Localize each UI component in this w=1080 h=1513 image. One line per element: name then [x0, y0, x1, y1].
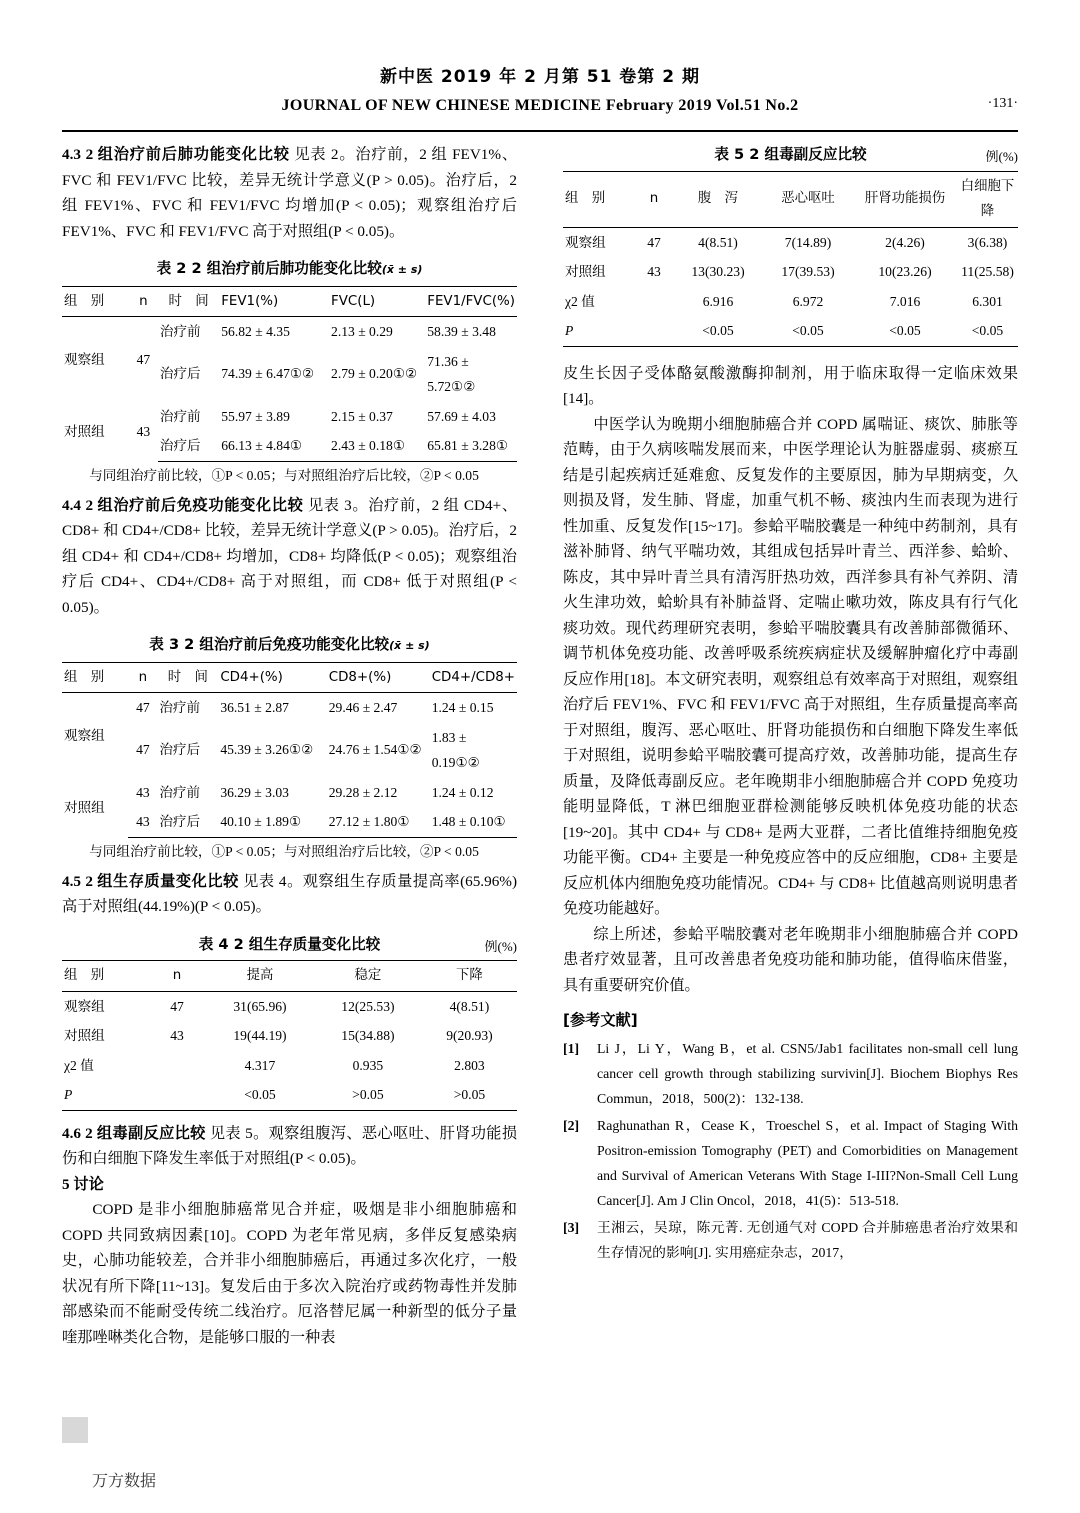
- section-4-5-ref: 见表 4。: [243, 872, 303, 890]
- th-leukopenia: 白细胞下降: [957, 171, 1018, 227]
- cell-cd4: 40.10 ± 1.89①: [218, 807, 326, 837]
- th-time: 时 间: [158, 286, 219, 317]
- table-3: [62, 662, 517, 838]
- page-number: ·131·: [987, 96, 1018, 111]
- reference-item: [563, 1113, 1018, 1213]
- cell-chi2-label: χ2 值: [64, 1057, 94, 1073]
- table-4-wrapper: [62, 932, 517, 1111]
- cell-nausea: 6.972: [792, 293, 824, 309]
- table-2-note: 与同组治疗前比较，①P < 0.05；与对照组治疗后比较，②P < 0.05: [89, 467, 479, 483]
- section-4-4-title: 4.4 2 组治疗前后免疫功能变化比较: [62, 496, 304, 514]
- cell-group: 观察组: [565, 234, 606, 250]
- cell-stable: 12(25.53): [341, 998, 395, 1014]
- cell-leukopenia: 11(25.58): [961, 264, 1014, 279]
- section-4-5-title: 4.5 2 组生存质量变化比较: [62, 872, 239, 890]
- cell-leukopenia: 6.301: [972, 293, 1003, 309]
- cell-diarrhea: 6.916: [702, 293, 734, 309]
- cell-improved: 4.317: [244, 1057, 276, 1073]
- right-paragraph-2: 中医学认为晚期小细胞肺癌合并 COPD 属喘证、痰饮、肺胀等范畴，由于久病咳喘发展而来，中医学理论认为脏器虚弱、痰瘀互结是引起疾病迁延难愈、反复发作的主要原因，肺为早期病变，久则损及肾，发生肺、肾虚，加重气机不畅、痰浊内生而表现为进行性加重、反复发作[15~17]。参蛤平喘胶囊是一种纯中药制剂，具有滋补肺肾、纳气平喘功效，其组成包括异叶青兰、西洋参、蛤蚧、陈皮，其中异叶青兰具有清泻肝热功效，西洋参具有补气养阴、清火生津功效，蛤蚧具有补肺益肾、定喘止嗽功效，陈皮具有行气化痰功效。现代药理研究表明，参蛤平喘胶囊具有改善肺部微循环、调节机体免疫功能、改善呼吸系统疾病症状及缓解肿瘤化疗中毒副反应作用[18]。本文研究表明，观察组总有效率高于对照组，观察组治疗后 FEV1%、FVC 和 FEV1/FVC 高于对照组，生存质量提高率高于对照组，腹泻、恶心呕吐、肝肾功能损伤和白细胞下降发生率低于对照组，说明参蛤平喘胶囊可提高疗效，改善肺功能，提高生存质量，及降低毒副反应。老年晚期非小细胞肺癌合并 COPD 免疫功能明显降低，T 淋巴细胞亚群检测能够反映机体免疫功能的状态[19~20]。其中 CD4+ 与 CD8+ 是两大亚群，二者比值维持细胞免疫功能平衡。CD4+ 主要是一种免疫应答中的反应细胞，CD8+ 主要是反应机体内细胞免疫功能情况。CD4+ 与 CD8+ 比值越高则说明患者免疫功能越好。: [563, 415, 1018, 917]
- table-4-header-row: [62, 961, 517, 992]
- cell-cd4cd8: 1.48 ± 0.10①: [430, 807, 517, 837]
- reference-text: Raghunathan R，Cease K，Troeschel S，et al. Impact of Staging With Positron-emission Tomography (PET) and Comorbidities on Management and Survival of American Veterans With Stage I-III?Non-Small Cell Lung Cancer[J]. Am J Clin Oncol，2018，41(5)：513-518.: [597, 1117, 1018, 1208]
- cell-improved: 31(65.96): [233, 998, 287, 1014]
- table-row: [62, 402, 517, 432]
- wanfang-label: 万方数据: [92, 1471, 157, 1490]
- cell-declined: 4(8.51): [449, 998, 490, 1014]
- table-row: [62, 778, 517, 808]
- header-divider: [62, 130, 1018, 132]
- cell-cd8: 29.46 ± 2.47: [328, 700, 398, 715]
- table-3-caption-text: 表 3 2 组治疗前后免疫功能变化比较: [149, 636, 390, 653]
- cell-chi2-label: χ2 值: [565, 293, 595, 309]
- cell-nausea: 7(14.89): [784, 234, 832, 250]
- cell-cd4cd8: 1.83 ± 0.19①②: [431, 729, 480, 770]
- table-row: [62, 693, 517, 723]
- cell-time: 治疗后: [159, 742, 201, 758]
- table-row: [62, 317, 517, 347]
- table-row: [62, 1080, 517, 1110]
- table-2-caption-stat: (x̄ ± s): [381, 263, 423, 276]
- section-4-3-ref: 见表 2。: [294, 146, 356, 163]
- th-cd4: CD4+(%): [218, 662, 326, 693]
- cell-fev1fvc: 71.36 ± 5.72①②: [427, 353, 476, 394]
- table-2: [62, 286, 517, 462]
- reference-text: Li J，Li Y，Wang B，et al. CSN5/Jab1 facilitates non-small cell lung cancer cell growth through stabilizing survivin[J]. Biochem Biophys Res Commun，2018，500(2)：132-138.: [597, 1040, 1018, 1106]
- cell-n: 43: [136, 784, 150, 800]
- right-paragraph-3: 综上所述，参蛤平喘胶囊对老年晚期非小细胞肺癌合并 COPD 患者疗效显著，且可改善患者免疫功能和肺功能，值得临床借鉴，具有重要研究价值。: [563, 925, 1018, 994]
- cell-declined: >0.05: [422, 1080, 517, 1110]
- cell-improved: 19(44.19): [233, 1028, 287, 1043]
- reference-number: [1]: [563, 1040, 580, 1056]
- th-group: 组 别: [62, 286, 129, 317]
- cell-group: 对照组: [64, 423, 105, 439]
- cell-time: 治疗后: [157, 807, 218, 837]
- th-n: n: [148, 961, 206, 992]
- cell-n: [148, 1051, 206, 1081]
- section-4-4-ref: 见表 3。: [307, 496, 369, 514]
- table-5-wrapper: [563, 142, 1018, 347]
- cell-group: 观察组: [64, 727, 105, 743]
- cell-cd8: 24.76 ± 1.54①②: [328, 742, 422, 758]
- right-column: [563, 142, 1018, 1265]
- th-n: n: [128, 662, 157, 693]
- section-4-4: [62, 493, 517, 621]
- table-2-caption: [62, 256, 517, 283]
- cell-cd4cd8: 1.24 ± 0.15: [431, 700, 494, 715]
- th-fev1fvc: FEV1/FVC(%): [425, 286, 517, 317]
- section-5-paragraph: COPD 是非小细胞肺癌常见合并症，吸烟是非小细胞肺癌和 COPD 共同致病因素[10]。COPD 为老年常见病，多伴反复感染病史，心肺功能较差，合并非小细胞肺癌后，再通过多次化疗，一般状况有所下降[11~13]。复发后由于多次入院治疗或药物毒性并发肺部感染而不能耐受传统二线治疗。厄洛替尼属一种新型的低分子量喹那唑啉类化合物，是能够口服的一种表: [62, 1201, 517, 1346]
- cell-cd4cd8: 1.24 ± 0.12: [431, 784, 494, 800]
- table-3-header-row: [62, 662, 517, 693]
- cell-n: 43: [170, 1028, 184, 1043]
- cell-n: 47: [647, 234, 661, 250]
- cell-fvc: 2.43 ± 0.18①: [329, 431, 425, 461]
- cell-liver-kidney: 2(4.26): [885, 234, 925, 250]
- table-3-caption-stat: (x̄ ± s): [389, 639, 430, 652]
- cell-fev1fvc: 65.81 ± 3.28①: [425, 431, 517, 461]
- cell-diarrhea: 4(8.51): [698, 234, 738, 250]
- th-diarrhea: 腹 泻: [673, 171, 763, 227]
- table-row: [62, 1051, 517, 1081]
- table-4-caption: [62, 932, 517, 958]
- cell-stable: >0.05: [314, 1080, 422, 1110]
- cell-group: 对照组: [64, 799, 105, 815]
- cell-liver-kidney: 7.016: [889, 293, 921, 309]
- reference-item: [563, 1036, 1018, 1111]
- table-4-caption-unit: 例(%): [484, 938, 517, 954]
- table-2-caption-text: 表 2 2 组治疗前后肺功能变化比较: [156, 260, 382, 277]
- wanfang-logo-icon: [62, 1417, 88, 1443]
- table-row: [563, 316, 1018, 346]
- section-4-3-body: 治疗前，2 组 FEV1%、FVC 和 FEV1/FVC 比较，差异无统计学意义(P > 0.05)。治疗后，2 组 FEV1%、FVC 和 FEV1/FVC 均增加(P < 0.05)；观察组治疗后 FEV1%、FVC 和 FEV1/FVC 高于对照组(P < 0.05)。: [62, 146, 518, 240]
- section-5-title: 5 讨论: [62, 1175, 104, 1193]
- cell-n: 47: [136, 700, 150, 715]
- table-row: [62, 991, 517, 1021]
- cell-n: [635, 287, 673, 317]
- th-n: n: [635, 171, 673, 227]
- cell-declined: 9(20.93): [446, 1028, 493, 1043]
- section-4-6-body: 观察组腹泻、恶心呕吐、肝肾功能损伤和白细胞下降发生率低于对照组(P < 0.05)。: [62, 1124, 518, 1167]
- cell-cd4: 36.51 ± 2.87: [220, 700, 289, 715]
- cell-fev1: 66.13 ± 4.84①: [219, 431, 329, 461]
- cell-declined: 2.803: [454, 1057, 485, 1073]
- th-nausea: 恶心呕吐: [763, 171, 853, 227]
- page-header: [60, 62, 1020, 115]
- section-4-6-title: 4.6 2 组毒副反应比较: [62, 1124, 206, 1142]
- cell-fev1fvc: 57.69 ± 4.03: [427, 408, 496, 424]
- cell-group: 观察组: [64, 998, 105, 1014]
- cell-group: 观察组: [64, 351, 105, 367]
- journal-title-cn: 新中医 2019 年 2 月第 51 卷第 2 期: [380, 67, 700, 87]
- cell-n: [635, 316, 673, 346]
- th-n: n: [129, 286, 158, 317]
- left-column: [62, 142, 517, 1350]
- cell-diarrhea: 13(30.23): [691, 264, 745, 279]
- cell-time: 治疗后: [158, 431, 219, 461]
- table-row: [62, 723, 517, 778]
- reference-number: [2]: [563, 1117, 580, 1133]
- section-4-4-body: 治疗前，2 组 CD4+、CD8+ 和 CD4+/CD8+ 比较，差异无统计学意义(P > 0.05)。治疗后，2 组 CD4+ 和 CD4+/CD8+ 均增加，CD8+ 均降低(P < 0.05)；观察组治疗后 CD4+、CD4+/CD8+ 高于对照组，而 CD8+ 低于对照组(P < 0.05)。: [62, 496, 518, 616]
- cell-time: 治疗后: [159, 366, 201, 382]
- section-4-6-ref: 见表 5。: [209, 1124, 269, 1142]
- cell-fvc: 2.15 ± 0.37: [331, 408, 393, 424]
- cell-group: 对照组: [565, 264, 606, 279]
- cell-nausea: <0.05: [763, 316, 853, 346]
- cell-time: 治疗前: [159, 324, 201, 339]
- references-heading: [参考文献]: [563, 1011, 638, 1029]
- right-paragraph-1: 皮生长因子受体酪氨酸激酶抑制剂，用于临床取得一定临床效果[14]。: [563, 364, 1018, 407]
- th-stable: 稳定: [314, 961, 422, 992]
- table-3-note: 与同组治疗前比较，①P < 0.05；与对照组治疗后比较，②P < 0.05: [89, 843, 479, 859]
- cell-n: 43: [128, 807, 157, 837]
- table-4-caption-text: 表 4 2 组生存质量变化比较: [198, 935, 381, 953]
- reference-item: [563, 1215, 1018, 1265]
- cell-nausea: 17(39.53): [781, 264, 835, 279]
- table-row: [563, 287, 1018, 317]
- cell-n: 43: [647, 264, 661, 279]
- table-5-caption-unit: 例(%): [985, 149, 1018, 164]
- cell-leukopenia: 3(6.38): [967, 234, 1008, 250]
- cell-n: 47: [136, 351, 151, 367]
- cell-n: 47: [136, 742, 150, 758]
- cell-time: 治疗前: [159, 700, 201, 715]
- table-5-header-row: [563, 171, 1018, 227]
- th-fvc: FVC(L): [329, 286, 425, 317]
- cell-fvc: 2.79 ± 0.20①②: [331, 366, 418, 382]
- table-3-caption: [62, 632, 517, 659]
- cell-fev1fvc: 58.39 ± 3.48: [427, 324, 496, 339]
- cell-time: 治疗前: [159, 784, 201, 800]
- section-4-5-body: 观察组生存质量提高率(65.96%)高于对照组(44.19%)(P < 0.05)。: [62, 872, 518, 915]
- cell-n: 43: [136, 423, 151, 439]
- cell-n: [148, 1080, 206, 1110]
- th-time: 时 间: [157, 662, 218, 693]
- table-5-caption: [563, 142, 1018, 168]
- table-row: [563, 257, 1018, 287]
- table-5: [563, 171, 1018, 347]
- th-cd4cd8: CD4+/CD8+: [430, 662, 517, 693]
- cell-cd4: 45.39 ± 3.26①②: [220, 742, 314, 758]
- cell-n: 47: [170, 998, 184, 1014]
- th-group: 组 别: [563, 171, 635, 227]
- cell-liver-kidney: <0.05: [853, 316, 957, 346]
- table-3-wrapper: [62, 632, 517, 863]
- reference-text: 王湘云，吴琼，陈元菁. 无创通气对 COPD 合并肺癌患者治疗效果和生存情况的影响[J]. 实用癌症杂志，2017，: [597, 1219, 1018, 1260]
- th-liver-kidney: 肝肾功能损伤: [853, 171, 957, 227]
- cell-leukopenia: <0.05: [957, 316, 1018, 346]
- section-4-5: [62, 869, 517, 920]
- cell-stable: 0.935: [352, 1057, 384, 1073]
- cell-improved: <0.05: [206, 1080, 314, 1110]
- cell-stable: 15(34.88): [341, 1028, 395, 1043]
- th-improved: 提高: [206, 961, 314, 992]
- table-row: [563, 227, 1018, 257]
- cell-fev1: 55.97 ± 3.89: [221, 408, 290, 424]
- cell-p-label: P: [62, 1080, 148, 1110]
- th-cd8: CD8+(%): [327, 662, 430, 693]
- cell-time: 治疗前: [159, 408, 201, 424]
- cell-cd8: 27.12 ± 1.80①: [327, 807, 430, 837]
- table-row: [62, 807, 517, 837]
- table-5-caption-text: 表 5 2 组毒副反应比较: [714, 146, 867, 163]
- cell-cd4: 36.29 ± 3.03: [220, 784, 289, 800]
- cell-liver-kidney: 10(23.26): [878, 264, 932, 279]
- th-fev1: FEV1(%): [219, 286, 329, 317]
- cell-fev1: 74.39 ± 6.47①②: [221, 366, 315, 382]
- cell-fev1: 56.82 ± 4.35: [221, 324, 290, 339]
- section-4-3: [62, 142, 517, 244]
- table-2-wrapper: [62, 256, 517, 487]
- section-4-6: [62, 1121, 517, 1172]
- cell-group: 对照组: [64, 1028, 105, 1043]
- th-declined: 下降: [422, 961, 517, 992]
- cell-p-label: P: [563, 316, 635, 346]
- th-group: 组 别: [62, 961, 148, 992]
- cell-cd8: 29.28 ± 2.12: [328, 784, 398, 800]
- table-4: [62, 960, 517, 1111]
- cell-diarrhea: <0.05: [673, 316, 763, 346]
- table-2-header-row: [62, 286, 517, 317]
- table-row: [62, 1021, 517, 1051]
- journal-title-en: JOURNAL OF NEW CHINESE MEDICINE February 2019 Vol.51 No.2: [281, 97, 799, 114]
- th-group: 组 别: [62, 662, 128, 693]
- section-4-3-title: 4.3 2 组治疗前后肺功能变化比较: [62, 146, 290, 163]
- reference-number: [3]: [563, 1219, 580, 1235]
- cell-fvc: 2.13 ± 0.29: [331, 324, 393, 339]
